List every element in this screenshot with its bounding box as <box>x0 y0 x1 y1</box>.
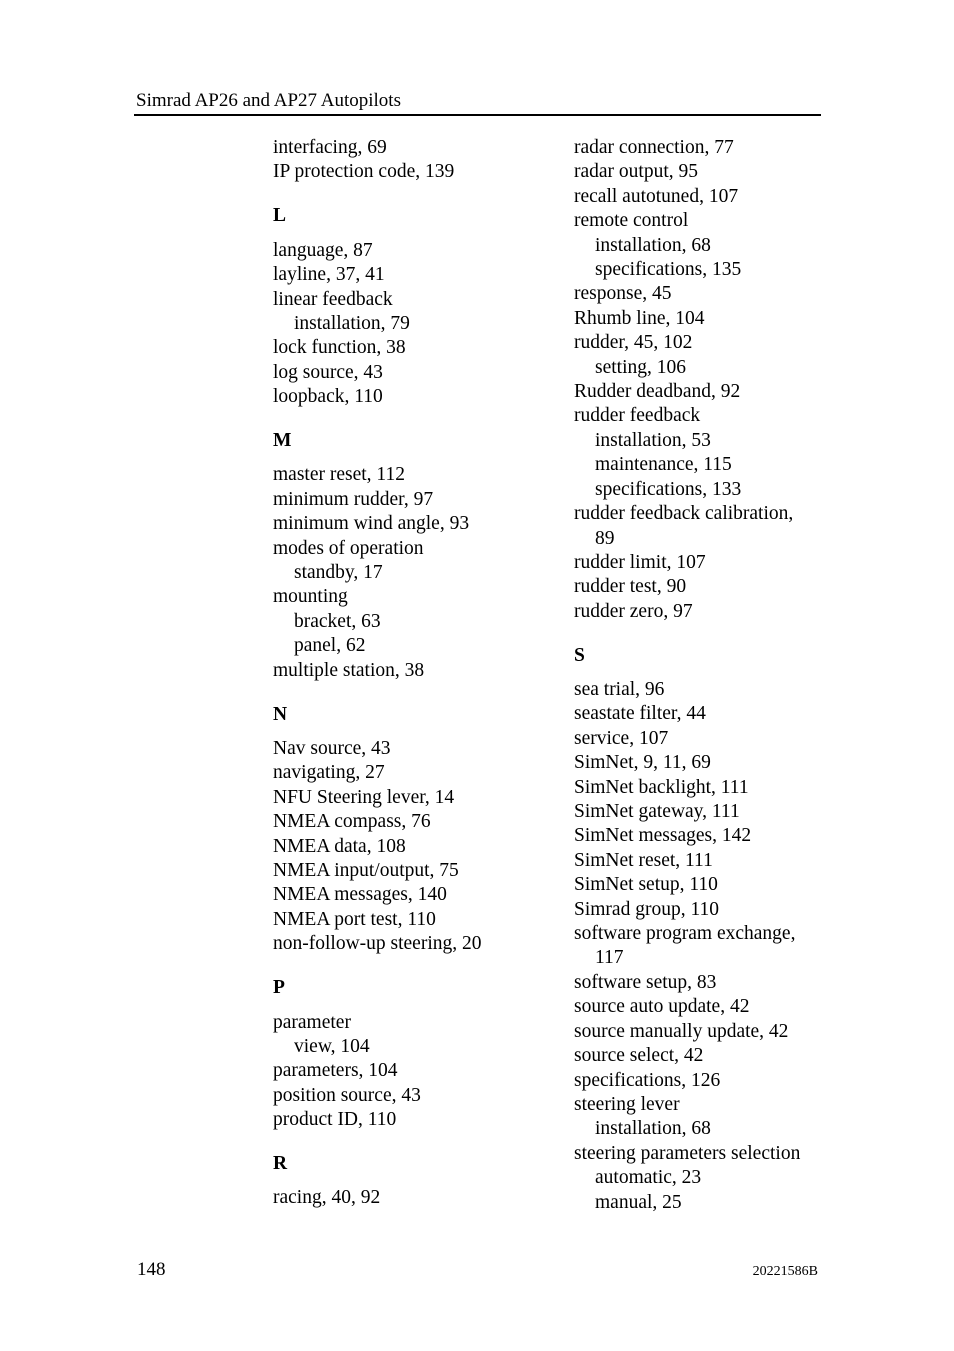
index-entry: specifications, 126 <box>574 1069 721 1091</box>
index-entry: mounting <box>273 586 348 608</box>
index-entry: rudder limit, 107 <box>574 551 706 573</box>
index-entry: radar output, 95 <box>574 161 699 183</box>
index-subentry: manual, 25 <box>595 1191 682 1213</box>
index-column-right <box>574 136 824 1215</box>
index-entry: multiple station, 38 <box>273 659 425 681</box>
index-entry: SimNet reset, 111 <box>574 849 713 871</box>
index-entry: NFU Steering lever, 14 <box>273 786 455 808</box>
index-entry: rudder zero, 97 <box>574 600 693 622</box>
index-letter-heading: L <box>273 205 287 227</box>
index-entry: Nav source, 43 <box>273 737 391 759</box>
index-entry: master reset, 112 <box>273 464 405 486</box>
index-entry: linear feedback <box>273 288 393 310</box>
index-entry: NMEA input/output, 75 <box>273 860 459 882</box>
index-entry: lock function, 38 <box>273 337 406 359</box>
page-number: 148 <box>137 1259 166 1280</box>
index-entry: SimNet gateway, 111 <box>574 801 740 823</box>
index-entry: non-follow-up steering, 20 <box>273 933 482 955</box>
document-number: 20221586B <box>752 1264 818 1279</box>
index-entry: source auto update, 42 <box>574 996 750 1018</box>
index-entry: language, 87 <box>273 239 373 261</box>
index-entry: source select, 42 <box>574 1045 704 1067</box>
index-entry: NMEA messages, 140 <box>273 884 447 906</box>
index-entry: seastate filter, 44 <box>574 703 706 725</box>
index-entry: parameter <box>273 1011 351 1033</box>
index-letter-heading: R <box>273 1153 288 1175</box>
index-entry: NMEA port test, 110 <box>273 908 436 930</box>
index-entry: SimNet, 9, 11, 69 <box>574 752 711 774</box>
index-entry: software program exchange, <box>574 923 796 945</box>
index-entry: log source, 43 <box>273 361 383 383</box>
index-entry: rudder feedback <box>574 405 701 427</box>
index-entry: modes of operation <box>273 537 424 559</box>
index-entry-continuation: 117 <box>595 947 624 969</box>
running-header: Simrad AP26 and AP27 Autopilots <box>136 90 401 111</box>
index-entry: position source, 43 <box>273 1084 421 1106</box>
index-entry: software setup, 83 <box>574 971 717 993</box>
index-letter-heading: N <box>273 703 288 725</box>
index-letter-heading: M <box>273 430 292 452</box>
index-entry: response, 45 <box>574 283 672 305</box>
index-entry: minimum rudder, 97 <box>273 488 434 510</box>
index-entry: SimNet messages, 142 <box>574 825 752 847</box>
index-entry: service, 107 <box>574 727 669 749</box>
index-letter-heading: S <box>574 644 585 666</box>
index-entry: Simrad group, 110 <box>574 898 719 920</box>
index-subentry: standby, 17 <box>294 562 383 584</box>
index-subentry: installation, 53 <box>595 429 711 451</box>
index-subentry: specifications, 135 <box>595 259 742 281</box>
index-entry: rudder test, 90 <box>574 576 687 598</box>
index-entry: recall autotuned, 107 <box>574 185 739 207</box>
index-entry: NMEA compass, 76 <box>273 811 431 833</box>
index-subentry: installation, 79 <box>294 312 410 334</box>
index-subentry: setting, 106 <box>595 356 686 378</box>
index-entry: sea trial, 96 <box>574 679 665 701</box>
index-entry-continuation: 89 <box>595 527 615 549</box>
index-entry: steering parameters selection <box>574 1142 801 1164</box>
index-entry: steering lever <box>574 1093 680 1115</box>
index-entry: loopback, 110 <box>273 386 383 408</box>
index-entry: SimNet setup, 110 <box>574 874 718 896</box>
index-entry: parameters, 104 <box>273 1060 398 1082</box>
index-subentry: panel, 62 <box>294 635 366 657</box>
index-entry: Rudder deadband, 92 <box>574 381 741 403</box>
index-column-left <box>273 136 543 1211</box>
index-letter-heading: P <box>273 977 285 999</box>
index-subentry: specifications, 133 <box>595 478 742 500</box>
index-entry: Rhumb line, 104 <box>574 307 705 329</box>
index-subentry: installation, 68 <box>595 234 711 256</box>
index-subentry: view, 104 <box>294 1035 370 1057</box>
index-entry: navigating, 27 <box>273 762 385 784</box>
index-entry: NMEA data, 108 <box>273 835 406 857</box>
index-entry: interfacing, 69 <box>273 137 387 158</box>
index-entry: remote control <box>574 210 689 232</box>
index-entry: rudder, 45, 102 <box>574 332 693 354</box>
index-entry: IP protection code, 139 <box>273 161 455 183</box>
index-subentry: automatic, 23 <box>595 1167 702 1189</box>
index-subentry: bracket, 63 <box>294 610 381 632</box>
index-entry: radar connection, 77 <box>574 137 734 158</box>
header-rule <box>134 114 821 116</box>
index-entry: SimNet backlight, 111 <box>574 776 749 798</box>
index-entry: product ID, 110 <box>273 1109 397 1131</box>
index-entry: minimum wind angle, 93 <box>273 513 470 535</box>
index-entry: layline, 37, 41 <box>273 264 385 286</box>
index-entry: rudder feedback calibration, <box>574 503 794 525</box>
index-entry: source manually update, 42 <box>574 1020 789 1042</box>
index-subentry: installation, 68 <box>595 1118 711 1140</box>
index-entry: racing, 40, 92 <box>273 1187 381 1209</box>
index-subentry: maintenance, 115 <box>595 454 732 476</box>
